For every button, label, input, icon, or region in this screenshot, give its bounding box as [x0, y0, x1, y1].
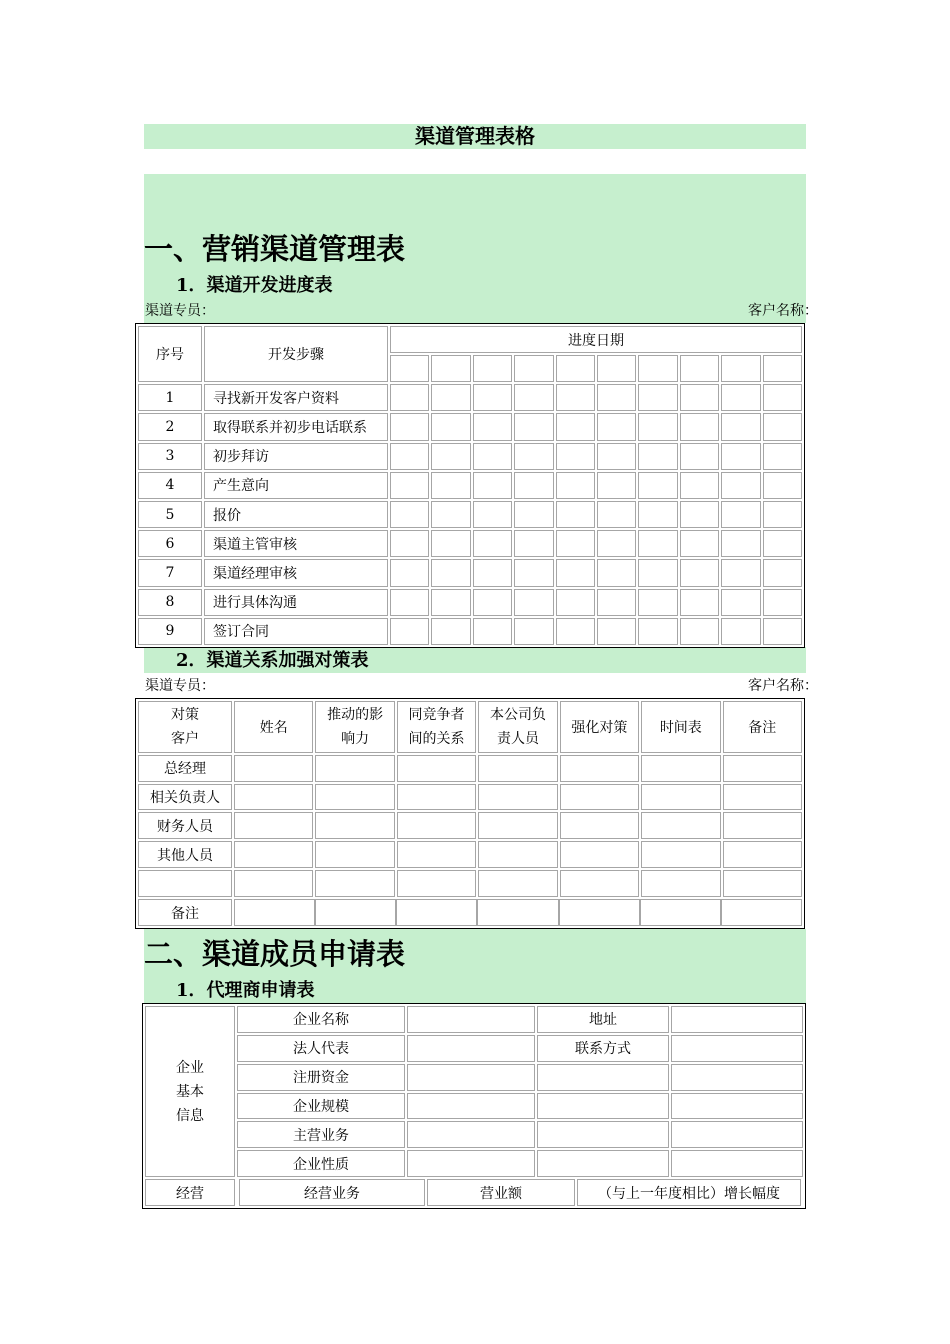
row-number: 5 — [138, 501, 202, 528]
progress-date-cell[interactable] — [431, 384, 470, 411]
strategy-cell[interactable] — [641, 870, 720, 897]
row-step: 渠道经理审核 — [204, 559, 388, 586]
remark-cell[interactable] — [234, 899, 315, 926]
table-row — [138, 870, 802, 897]
strategy-cell[interactable] — [478, 812, 557, 839]
progress-date-cell[interactable] — [763, 501, 802, 528]
progress-date-cell[interactable] — [390, 443, 429, 470]
progress-date-cell[interactable] — [638, 530, 677, 557]
date-header-cell[interactable] — [763, 355, 802, 382]
progress-date-cell[interactable] — [721, 443, 760, 470]
empty-cell[interactable] — [671, 1064, 803, 1091]
company-info-line2: 基本 — [176, 1083, 204, 1100]
col-header-progress-date: 进度日期 — [390, 326, 802, 353]
strategy-cell[interactable] — [560, 784, 639, 811]
progress-date-cell[interactable] — [390, 472, 429, 499]
progress-date-cell[interactable] — [721, 589, 760, 616]
progress-date-cell[interactable] — [597, 589, 636, 616]
progress-date-cell[interactable] — [763, 559, 802, 586]
strategy-cell[interactable] — [641, 841, 720, 868]
progress-date-cell[interactable] — [638, 618, 677, 645]
progress-date-cell[interactable] — [514, 501, 553, 528]
progress-date-cell[interactable] — [431, 443, 470, 470]
empty-cell[interactable] — [537, 1150, 669, 1177]
section2-heading: 二、渠道成员申请表 — [144, 937, 406, 971]
strategy-cell[interactable] — [723, 755, 802, 782]
channel-relationship-strategy-table — [135, 698, 805, 929]
col-header-schedule: 时间表 — [641, 701, 720, 753]
col-business: 经营业务 — [239, 1179, 425, 1206]
progress-date-cell[interactable] — [763, 472, 802, 499]
progress-date-cell[interactable] — [597, 472, 636, 499]
strategy-cell[interactable] — [315, 870, 394, 897]
empty-cell[interactable] — [671, 1093, 803, 1120]
progress-date-cell[interactable] — [638, 589, 677, 616]
progress-date-cell[interactable] — [473, 413, 512, 440]
field-company-name: 企业名称 — [237, 1006, 405, 1033]
strategy-cell[interactable] — [641, 755, 720, 782]
progress-date-cell[interactable] — [514, 472, 553, 499]
progress-date-cell[interactable] — [431, 618, 470, 645]
col-header-influence-line1: 推动的影 — [327, 706, 384, 723]
row-number: 1 — [138, 384, 202, 411]
col-header-name: 姓名 — [234, 701, 313, 753]
table1-customer-label: 客户名称： — [748, 303, 818, 319]
strategy-cell[interactable] — [478, 784, 557, 811]
progress-date-cell[interactable] — [638, 559, 677, 586]
progress-date-cell[interactable] — [638, 384, 677, 411]
company-info-line1: 企业 — [176, 1059, 204, 1076]
field-main-business: 主营业务 — [237, 1121, 405, 1148]
empty-cell[interactable] — [671, 1121, 803, 1148]
progress-date-cell[interactable] — [680, 413, 719, 440]
progress-date-cell[interactable] — [721, 472, 760, 499]
progress-date-cell[interactable] — [556, 443, 595, 470]
remark-cell[interactable] — [721, 899, 802, 926]
progress-date-cell[interactable] — [473, 530, 512, 557]
progress-date-cell[interactable] — [638, 443, 677, 470]
address-input[interactable] — [671, 1006, 803, 1033]
table3-heading: 1．代理商申请表 — [176, 980, 315, 1001]
progress-date-cell[interactable] — [597, 384, 636, 411]
remark-cell[interactable] — [396, 899, 477, 926]
field-contact: 联系方式 — [537, 1035, 669, 1062]
col-header-competitor — [397, 701, 476, 753]
strategy-cell[interactable] — [641, 784, 720, 811]
progress-date-cell[interactable] — [763, 618, 802, 645]
progress-date-cell[interactable] — [763, 413, 802, 440]
company-name-input[interactable] — [407, 1006, 535, 1033]
table-row — [138, 618, 802, 645]
registered-capital-input[interactable] — [407, 1064, 535, 1091]
agent-application-table — [142, 1003, 806, 1209]
progress-date-cell[interactable] — [431, 559, 470, 586]
progress-date-cell[interactable] — [556, 384, 595, 411]
contact-input[interactable] — [671, 1035, 803, 1062]
empty-cell[interactable] — [537, 1064, 669, 1091]
col-header-influence-line2: 响力 — [341, 730, 370, 747]
strategy-cell[interactable] — [234, 812, 313, 839]
table1-specialist-label: 渠道专员： — [145, 303, 215, 319]
progress-date-cell[interactable] — [431, 413, 470, 440]
date-header-cell[interactable] — [721, 355, 760, 382]
progress-date-cell[interactable] — [514, 384, 553, 411]
col-header-competitor-line2: 间的关系 — [408, 730, 465, 747]
main-business-input[interactable] — [407, 1121, 535, 1148]
business-row — [237, 1179, 803, 1206]
table-row — [138, 784, 802, 811]
table-row — [138, 559, 802, 586]
progress-date-cell[interactable] — [680, 384, 719, 411]
progress-date-cell[interactable] — [473, 559, 512, 586]
customer-role: 相关负责人 — [138, 784, 232, 811]
progress-date-cell[interactable] — [763, 384, 802, 411]
company-size-input[interactable] — [407, 1093, 535, 1120]
strategy-cell[interactable] — [478, 870, 557, 897]
row-step: 报价 — [204, 501, 388, 528]
progress-date-cell[interactable] — [556, 472, 595, 499]
progress-date-cell[interactable] — [473, 501, 512, 528]
date-header-cell[interactable] — [473, 355, 512, 382]
remark-row-cell[interactable] — [234, 899, 802, 926]
progress-date-cell[interactable] — [597, 501, 636, 528]
strategy-cell[interactable] — [560, 755, 639, 782]
progress-date-cell[interactable] — [556, 501, 595, 528]
progress-date-cell[interactable] — [514, 530, 553, 557]
strategy-cell[interactable] — [723, 784, 802, 811]
progress-date-cell[interactable] — [638, 472, 677, 499]
row-number: 4 — [138, 472, 202, 499]
progress-date-cell[interactable] — [680, 559, 719, 586]
col-revenue: 营业额 — [427, 1179, 575, 1206]
field-registered-capital: 注册资金 — [237, 1064, 405, 1091]
progress-date-cell[interactable] — [431, 589, 470, 616]
strategy-cell[interactable] — [560, 841, 639, 868]
progress-date-cell[interactable] — [390, 589, 429, 616]
row-number: 7 — [138, 559, 202, 586]
corner-header-customer: 客户 — [171, 730, 199, 747]
progress-date-cell[interactable] — [680, 472, 719, 499]
progress-date-cell[interactable] — [390, 384, 429, 411]
strategy-cell[interactable] — [397, 755, 476, 782]
customer-role: 其他人员 — [138, 841, 232, 868]
progress-date-cell[interactable] — [597, 413, 636, 440]
progress-date-cell[interactable] — [390, 530, 429, 557]
document-title: 渠道管理表格 — [415, 124, 535, 148]
customer-role — [138, 870, 232, 897]
strategy-cell[interactable] — [723, 870, 802, 897]
progress-date-cell[interactable] — [721, 413, 760, 440]
corner-header-strategy: 对策 — [171, 706, 199, 723]
progress-date-cell[interactable] — [556, 530, 595, 557]
strategy-cell[interactable] — [641, 812, 720, 839]
strategy-cell[interactable] — [478, 755, 557, 782]
progress-date-cell[interactable] — [597, 559, 636, 586]
progress-date-cell[interactable] — [763, 530, 802, 557]
date-header-cell[interactable] — [390, 355, 429, 382]
progress-date-cell[interactable] — [390, 618, 429, 645]
progress-date-cell[interactable] — [721, 384, 760, 411]
strategy-cell[interactable] — [234, 841, 313, 868]
date-header-cell[interactable] — [556, 355, 595, 382]
strategy-cell[interactable] — [234, 870, 313, 897]
remark-row-label: 备注 — [138, 899, 232, 926]
progress-date-cell[interactable] — [390, 559, 429, 586]
section1-heading: 一、营销渠道管理表 — [144, 232, 406, 266]
row-number: 9 — [138, 618, 202, 645]
remark-cell[interactable] — [559, 899, 640, 926]
strategy-cell[interactable] — [234, 784, 313, 811]
progress-date-cell[interactable] — [597, 530, 636, 557]
date-header-cell[interactable] — [638, 355, 677, 382]
progress-date-cell[interactable] — [514, 618, 553, 645]
progress-date-cell[interactable] — [390, 501, 429, 528]
progress-date-cell[interactable] — [638, 501, 677, 528]
progress-date-cell[interactable] — [431, 501, 470, 528]
progress-date-cell[interactable] — [473, 384, 512, 411]
empty-cell[interactable] — [537, 1093, 669, 1120]
progress-date-cell[interactable] — [680, 589, 719, 616]
progress-date-cell[interactable] — [721, 501, 760, 528]
col-header-remark: 备注 — [723, 701, 802, 753]
table-row — [138, 530, 802, 557]
row-step: 渠道主管审核 — [204, 530, 388, 557]
progress-date-cell[interactable] — [431, 472, 470, 499]
customer-role: 财务人员 — [138, 812, 232, 839]
strategy-cell[interactable] — [723, 841, 802, 868]
table-row — [138, 384, 802, 411]
progress-date-cell[interactable] — [597, 443, 636, 470]
progress-date-cell[interactable] — [721, 618, 760, 645]
channel-development-progress-table — [135, 323, 805, 648]
table2-specialist-label: 渠道专员： — [145, 678, 215, 694]
progress-date-cell[interactable] — [473, 472, 512, 499]
progress-date-cell[interactable] — [763, 443, 802, 470]
strategy-cell[interactable] — [397, 841, 476, 868]
progress-date-cell[interactable] — [680, 618, 719, 645]
progress-date-cell[interactable] — [680, 443, 719, 470]
table-row — [138, 589, 802, 616]
progress-date-cell[interactable] — [431, 530, 470, 557]
row-number: 2 — [138, 413, 202, 440]
corner-header — [138, 701, 232, 753]
field-legal-rep: 法人代表 — [237, 1035, 405, 1062]
progress-date-cell[interactable] — [390, 413, 429, 440]
date-header-cell[interactable] — [597, 355, 636, 382]
progress-date-cell[interactable] — [514, 559, 553, 586]
remark-cell[interactable] — [315, 899, 396, 926]
row-step: 初步拜访 — [204, 443, 388, 470]
row-number: 6 — [138, 530, 202, 557]
date-header-cell[interactable] — [431, 355, 470, 382]
col-header-owner-line1: 本公司负 — [489, 706, 546, 723]
progress-date-cell[interactable] — [556, 413, 595, 440]
table-row — [138, 755, 802, 782]
table2-customer-label: 客户名称： — [748, 678, 818, 694]
col-header-competitor-line1: 同竞争者 — [408, 706, 465, 723]
row-step: 签订合同 — [204, 618, 388, 645]
table2-heading: 2．渠道关系加强对策表 — [176, 650, 369, 671]
strategy-cell[interactable] — [315, 755, 394, 782]
empty-cell[interactable] — [537, 1121, 669, 1148]
field-company-nature: 企业性质 — [237, 1150, 405, 1177]
progress-date-cell[interactable] — [597, 618, 636, 645]
table-row — [138, 413, 802, 440]
company-nature-input[interactable] — [407, 1150, 535, 1177]
col-header-influence — [315, 701, 394, 753]
progress-date-cell[interactable] — [556, 618, 595, 645]
strategy-cell[interactable] — [397, 870, 476, 897]
strategy-cell[interactable] — [315, 784, 394, 811]
row-step: 取得联系并初步电话联系 — [204, 413, 388, 440]
progress-date-cell[interactable] — [514, 413, 553, 440]
progress-date-cell[interactable] — [638, 413, 677, 440]
progress-date-cell[interactable] — [473, 618, 512, 645]
progress-date-cell[interactable] — [556, 559, 595, 586]
col-header-steps: 开发步骤 — [204, 326, 388, 382]
table1-heading: 1．渠道开发进度表 — [176, 275, 333, 296]
table-row — [138, 472, 802, 499]
strategy-cell[interactable] — [397, 812, 476, 839]
progress-date-cell[interactable] — [721, 530, 760, 557]
col-header-owner — [478, 701, 557, 753]
date-header-cell[interactable] — [514, 355, 553, 382]
customer-role: 总经理 — [138, 755, 232, 782]
progress-date-cell[interactable] — [763, 589, 802, 616]
progress-date-cell[interactable] — [680, 501, 719, 528]
col-header-no: 序号 — [138, 326, 202, 382]
date-header-cell[interactable] — [680, 355, 719, 382]
strategy-cell[interactable] — [315, 812, 394, 839]
table-row — [138, 812, 802, 839]
row-number: 8 — [138, 589, 202, 616]
progress-date-cell[interactable] — [680, 530, 719, 557]
business-group: 经营 — [145, 1179, 235, 1206]
row-step: 寻找新开发客户资料 — [204, 384, 388, 411]
strategy-cell[interactable] — [397, 784, 476, 811]
legal-rep-input[interactable] — [407, 1035, 535, 1062]
company-info-group — [145, 1006, 235, 1177]
table1-body — [138, 384, 802, 645]
field-address: 地址 — [537, 1006, 669, 1033]
progress-date-cell[interactable] — [514, 443, 553, 470]
progress-date-cell[interactable] — [721, 559, 760, 586]
field-company-size: 企业规模 — [237, 1093, 405, 1120]
progress-date-cell[interactable] — [473, 443, 512, 470]
col-growth: （与上一年度相比）增长幅度 — [577, 1179, 801, 1206]
row-step: 产生意向 — [204, 472, 388, 499]
col-header-owner-line2: 责人员 — [496, 730, 539, 747]
col-header-strategy: 强化对策 — [560, 701, 639, 753]
strategy-cell[interactable] — [315, 841, 394, 868]
empty-cell[interactable] — [671, 1150, 803, 1177]
table-row — [138, 501, 802, 528]
progress-date-cell[interactable] — [473, 589, 512, 616]
strategy-cell[interactable] — [560, 870, 639, 897]
progress-date-cell[interactable] — [556, 589, 595, 616]
remark-cell[interactable] — [477, 899, 558, 926]
strategy-cell[interactable] — [234, 755, 313, 782]
progress-date-cell[interactable] — [514, 589, 553, 616]
table-row — [138, 443, 802, 470]
company-info-line3: 信息 — [176, 1107, 204, 1124]
remark-cell[interactable] — [640, 899, 721, 926]
table2-body — [138, 755, 802, 898]
row-step: 进行具体沟通 — [204, 589, 388, 616]
strategy-cell[interactable] — [723, 812, 802, 839]
row-number: 3 — [138, 443, 202, 470]
table-row — [138, 841, 802, 868]
strategy-cell[interactable] — [478, 841, 557, 868]
strategy-cell[interactable] — [560, 812, 639, 839]
